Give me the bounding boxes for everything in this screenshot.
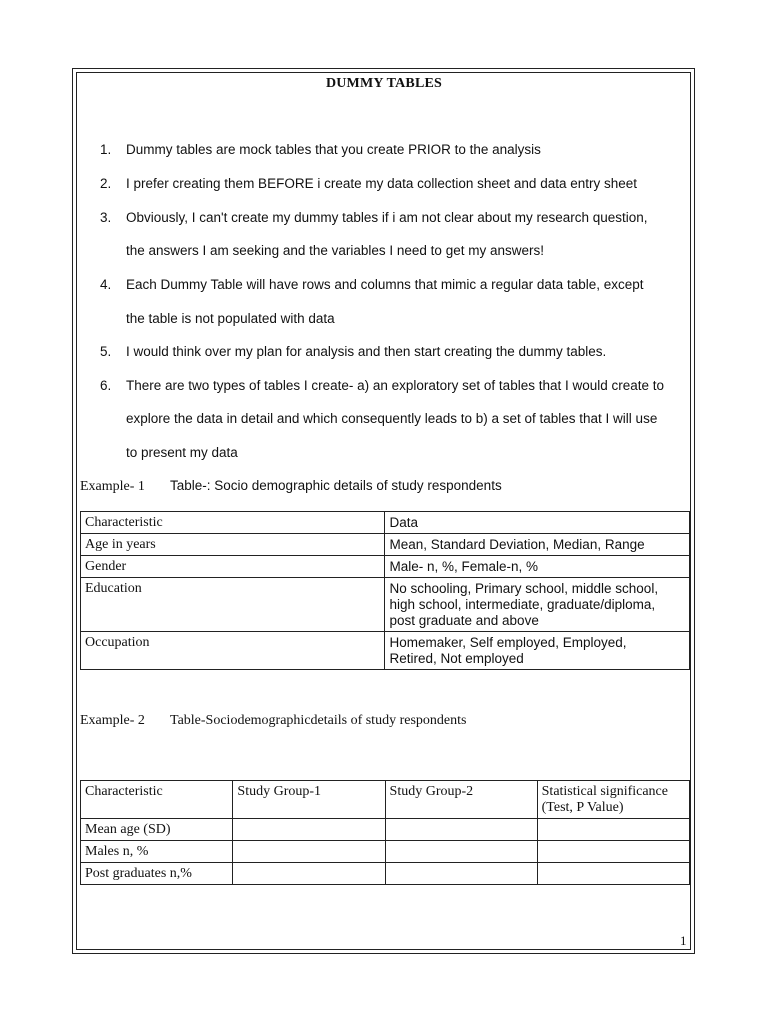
list-text: Each Dummy Table will have rows and columns that mimic a regular data table, except xyxy=(126,277,644,292)
table-cell-empty xyxy=(385,841,537,863)
list-item-6-continued: to present my data xyxy=(126,445,238,460)
table-cell: Gender xyxy=(81,556,385,578)
list-item-6 xyxy=(100,378,664,393)
cell-line: high school, intermediate, graduate/diploma, xyxy=(389,597,656,612)
list-number: 2. xyxy=(100,176,112,191)
table-cell: Males n, % xyxy=(81,841,233,863)
cell-line: No schooling, Primary school, middle school, xyxy=(389,581,659,596)
table-cell xyxy=(385,534,690,556)
table-header-row xyxy=(81,781,690,819)
table-row xyxy=(81,556,690,578)
table-row xyxy=(81,632,690,670)
table-row xyxy=(81,534,690,556)
example-2-caption xyxy=(80,713,466,729)
example-1-caption xyxy=(80,478,502,495)
table-cell-empty xyxy=(233,863,385,885)
example-2-table-title: Table-Sociodemographicdetails of study respondents xyxy=(170,713,467,728)
list-item-4-continued: the table is not populated with data xyxy=(126,311,335,326)
list-text: Dummy tables are mock tables that you create PRIOR to the analysis xyxy=(126,142,541,157)
list-number: 6. xyxy=(100,378,112,393)
table-cell-empty xyxy=(537,863,689,885)
table-cell-empty xyxy=(385,819,537,841)
table-cell: Education xyxy=(81,578,385,632)
table-cell: Post graduates n,% xyxy=(81,863,233,885)
table-header-cell: Characteristic xyxy=(81,781,233,819)
table-row xyxy=(81,512,690,534)
page-number: 1 xyxy=(680,933,687,948)
cell-line: Statistical significance xyxy=(541,784,668,799)
cell-line: Data xyxy=(389,515,418,530)
table-row xyxy=(81,819,690,841)
list-number: 5. xyxy=(100,344,112,359)
example-2-table xyxy=(80,780,690,885)
list-text: I would think over my plan for analysis and then start creating the dummy tables. xyxy=(126,344,607,359)
table-row xyxy=(81,578,690,632)
list-number: 1. xyxy=(100,142,112,157)
table-header-cell: Study Group-1 xyxy=(233,781,385,819)
table-cell: Mean age (SD) xyxy=(81,819,233,841)
list-number: 4. xyxy=(100,277,112,292)
table-header-cell: Study Group-2 xyxy=(385,781,537,819)
table-cell xyxy=(385,578,690,632)
list-number: 3. xyxy=(100,210,112,225)
table-cell-empty xyxy=(233,841,385,863)
example-1-label: Example- 1 xyxy=(80,479,145,494)
table-cell: Characteristic xyxy=(81,512,385,534)
cell-line: Mean, Standard Deviation, Median, Range xyxy=(389,537,645,552)
table-cell xyxy=(385,512,690,534)
table-cell-empty xyxy=(385,863,537,885)
cell-line: Retired, Not employed xyxy=(389,651,524,666)
table-header-cell xyxy=(537,781,689,819)
table-cell-empty xyxy=(537,841,689,863)
cell-line: Homemaker, Self employed, Employed, xyxy=(389,635,627,650)
cell-line: Male- n, %, Female-n, % xyxy=(389,559,538,574)
cell-line: (Test, P Value) xyxy=(541,800,624,815)
document-title: DUMMY TABLES xyxy=(325,76,443,91)
table-cell xyxy=(385,632,690,670)
table-cell-empty xyxy=(233,819,385,841)
list-item-1 xyxy=(100,142,541,157)
table-cell: Occupation xyxy=(81,632,385,670)
cell-line: post graduate and above xyxy=(389,613,539,628)
table-row xyxy=(81,863,690,885)
table-cell xyxy=(385,556,690,578)
list-item-5 xyxy=(100,344,606,359)
example-1-table xyxy=(80,511,690,670)
list-text: Obviously, I can't create my dummy tables if i am not clear about my research question, xyxy=(126,210,648,225)
list-text: There are two types of tables I create- a) an exploratory set of tables that I would create to xyxy=(126,378,665,393)
example-2-label: Example- 2 xyxy=(80,713,145,728)
table-cell-empty xyxy=(537,819,689,841)
list-item-2 xyxy=(100,176,637,191)
table-cell: Age in years xyxy=(81,534,385,556)
list-item-6-continued: explore the data in detail and which consequently leads to b) a set of tables that I will use xyxy=(126,411,658,426)
list-item-3-continued: the answers I am seeking and the variables I need to get my answers! xyxy=(126,243,544,258)
example-1-table-title: Table-: Socio demographic details of study respondents xyxy=(170,478,502,493)
list-text: I prefer creating them BEFORE i create my data collection sheet and data entry sheet xyxy=(126,176,638,191)
list-item-4 xyxy=(100,277,644,292)
table-row xyxy=(81,841,690,863)
list-item-3 xyxy=(100,210,648,225)
